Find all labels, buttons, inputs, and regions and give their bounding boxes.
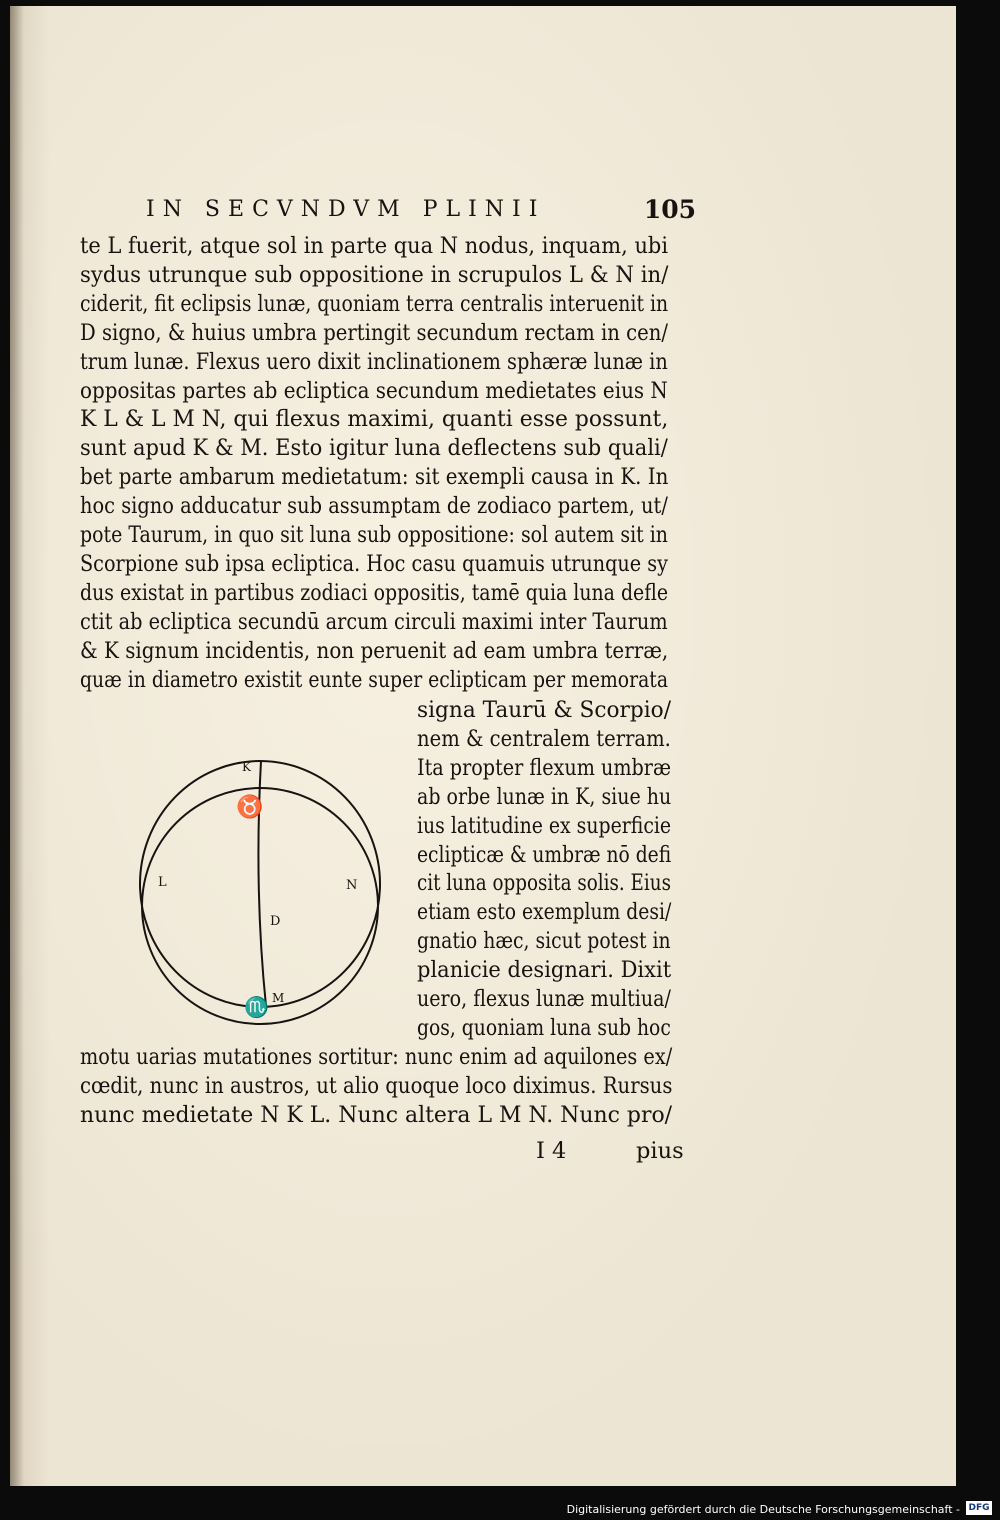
text-line: D signo, & huius umbra pertingit secundum rectam in cen/ xyxy=(80,319,669,346)
dfg-logo: DFG xyxy=(966,1501,992,1515)
eclipse-diagram xyxy=(130,744,395,1034)
text-line: nem & centralem terram. xyxy=(417,725,671,752)
text-line: K L & L M N, qui flexus maximi, quanti esse possunt, xyxy=(80,406,669,433)
text-line: hoc signo adducatur sub assumptam de zodiaco partem, ut/ xyxy=(80,493,668,520)
text-line: nunc medietate N K L. Nunc altera L M N. Nunc pro/ xyxy=(80,1101,673,1128)
label-n: N xyxy=(346,878,358,893)
text-line: sydus utrunque sub oppositione in scrupulos L & N in/ xyxy=(80,261,669,288)
book-page xyxy=(10,6,956,1486)
text-line: quæ in diametro existit eunte super eclipticam per memorata xyxy=(80,666,669,693)
text-line: pote Taurum, in quo sit luna sub oppositione: sol autem sit in xyxy=(80,522,668,548)
text-line: uero, flexus lunæ multiua/ xyxy=(417,986,671,1012)
text-line: signa Taurū & Scorpio/ xyxy=(417,697,671,723)
catchword: pius xyxy=(636,1138,684,1164)
text-line: trum lunæ. Flexus uero dixit inclinationem sphæræ lunæ in xyxy=(80,348,668,375)
text-line: ius latitudine ex superficie xyxy=(417,812,672,839)
label-m: M xyxy=(272,991,285,1005)
label-taurus: ♉ xyxy=(236,795,264,820)
text-line: ctit ab ecliptica secundū arcum circuli maximi inter Taurum xyxy=(80,608,668,635)
text-line: cit luna opposita solis. Eius xyxy=(417,870,671,897)
text-line: sunt apud K & M. Esto igitur luna deflectens sub quali/ xyxy=(80,435,668,462)
text-line: ciderit, fit eclipsis lunæ, quoniam terra centralis interuenit in xyxy=(80,290,669,317)
text-line: cœdit, nunc in austros, ut alio quoque loco diximus. Rursus xyxy=(80,1072,673,1099)
running-title: IN SECVNDVM PLINII xyxy=(146,197,546,222)
signature-mark: I 4 xyxy=(536,1138,567,1164)
label-scorpio: ♏ xyxy=(244,995,269,1019)
label-d: D xyxy=(270,914,281,929)
text-line: gnatio hæc, sicut potest in xyxy=(417,928,671,955)
page-number: 105 xyxy=(643,195,696,224)
text-line: ab orbe lunæ in K, siue hu xyxy=(417,783,672,810)
text-line: oppositas partes ab ecliptica secundum medietates eius N xyxy=(80,377,668,404)
text-line: Scorpione sub ipsa ecliptica. Hoc casu quamuis utrunque sy xyxy=(80,550,669,577)
text-line: etiam esto exemplum desi/ xyxy=(417,899,672,926)
text-line: gos, quoniam luna sub hoc xyxy=(417,1014,671,1041)
running-header xyxy=(146,193,696,233)
label-k: K xyxy=(242,760,251,774)
text-line: planicie designari. Dixit xyxy=(417,957,672,984)
text-line: te L fuerit, atque sol in parte qua N nodus, inquam, ubi xyxy=(80,233,669,259)
text-line: Ita propter flexum umbræ xyxy=(417,754,671,781)
text-line: eclipticæ & umbræ nō defi xyxy=(417,841,672,868)
text-line: motu uarias mutationes sortitur: nunc enim ad aquilones ex/ xyxy=(80,1044,673,1070)
text-line: dus existat in partibus zodiaci oppositis, tamē quia luna defle xyxy=(80,579,669,606)
label-l: L xyxy=(158,875,167,890)
funding-credit: Digitalisierung gefördert durch die Deutsche Forschungsgemeinschaft - xyxy=(566,1503,960,1516)
text-line: & K signum incidentis, non peruenit ad eam umbra terræ, xyxy=(80,637,669,664)
text-line: bet parte ambarum medietatum: sit exempli causa in K. In xyxy=(80,464,669,491)
